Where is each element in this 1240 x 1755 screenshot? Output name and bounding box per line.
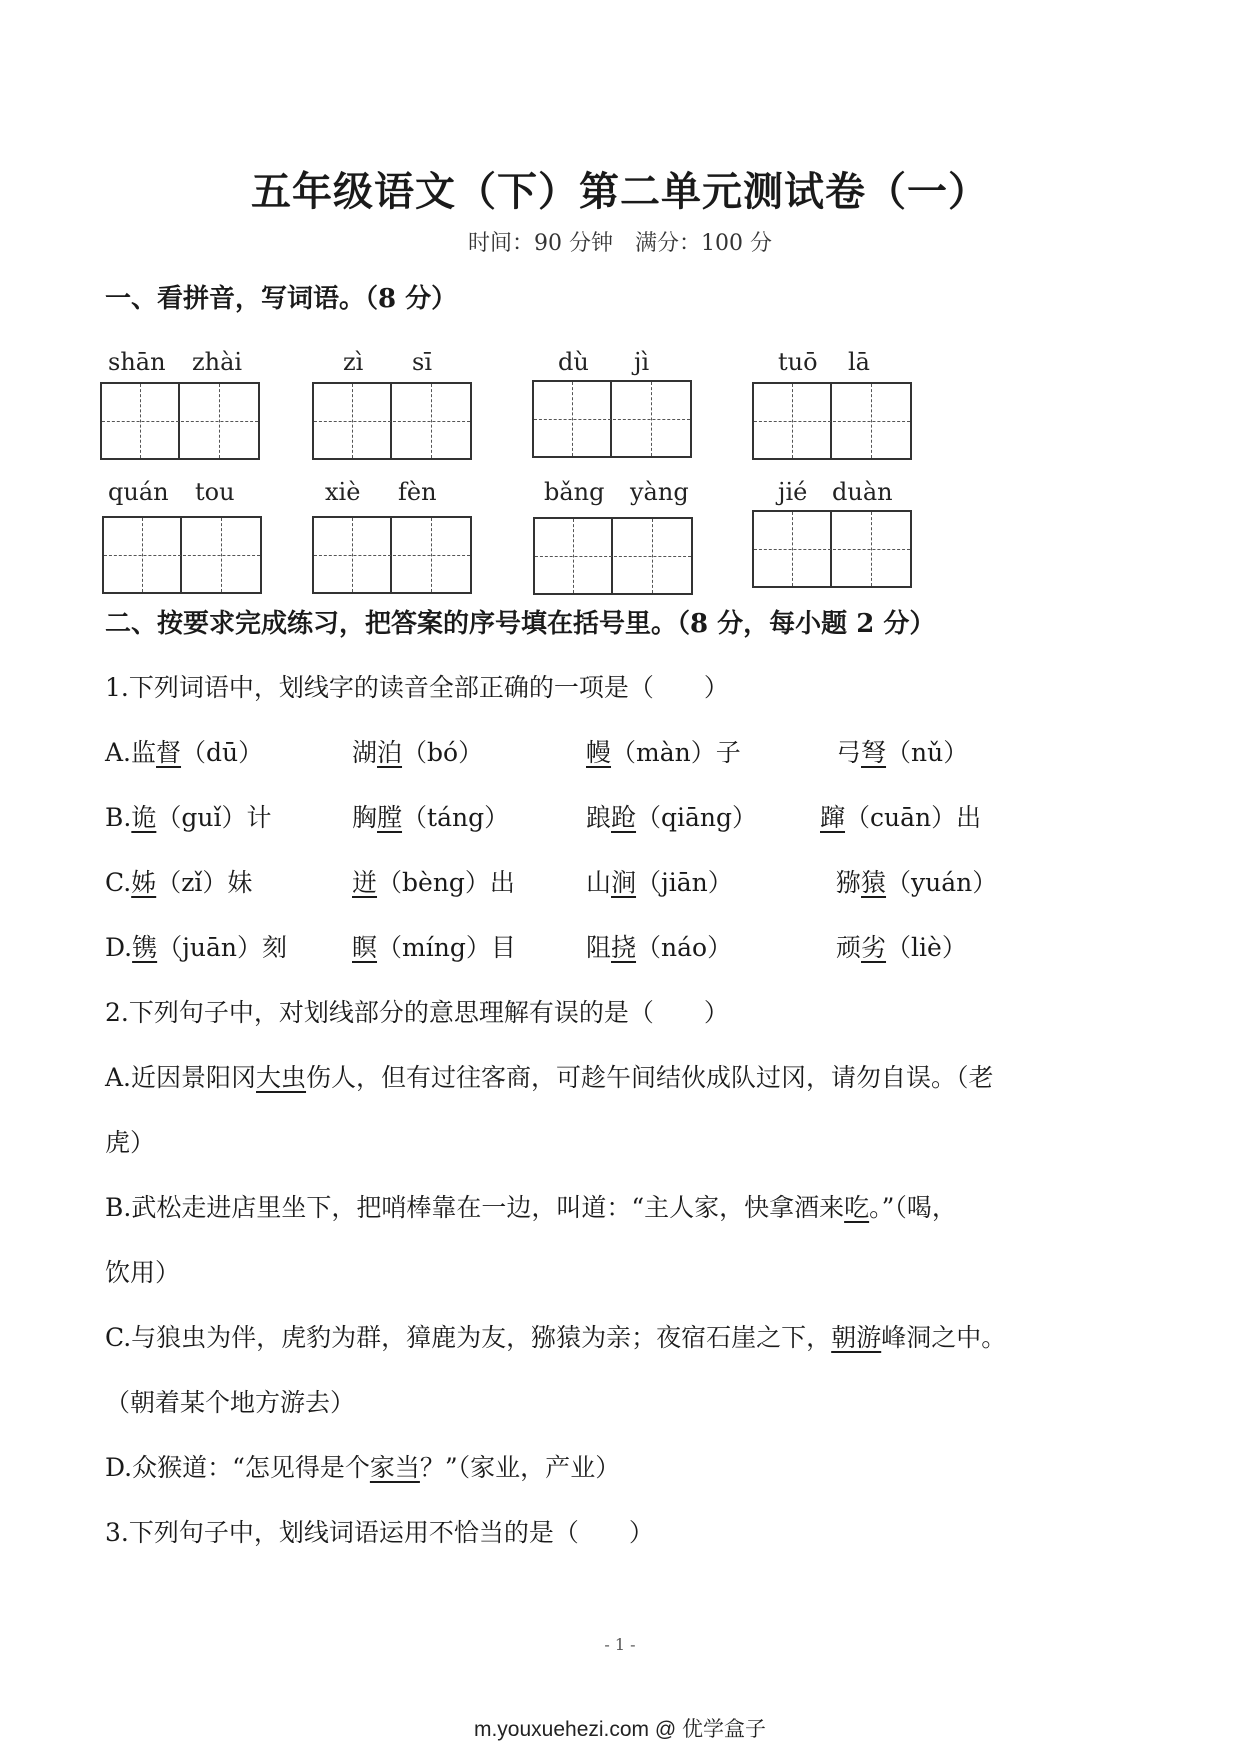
question-2-option-b: B.武松走进店里坐下，把哨棒靠在一边，叫道：“主人家，快拿酒来吃。”（喝， [105,1193,957,1222]
writing-box[interactable] [752,382,912,460]
pinyin-5a: quán [108,478,169,506]
writing-box[interactable] [533,517,693,595]
option-b-item-1: B.诡（guǐ）计 [105,803,272,832]
pinyin-4b: lā [848,348,870,376]
pinyin-4a: tuō [778,348,818,376]
pinyin-6b: fèn [398,478,437,506]
option-b-item-2: 胸膛（táng） [352,803,510,832]
pinyin-1b: zhài [192,348,243,376]
pinyin-1a: shān [108,348,166,376]
question-2-option-a: A.近因景阳冈大虫伤人，但有过往客商，可趁午间结伙成队过冈，请勿自误。（老 [105,1063,994,1092]
option-b-item-4: 蹿（cuān）出 [820,803,982,832]
writing-box[interactable] [752,510,912,588]
option-d-item-3: 阻挠（náo） [586,933,733,962]
page-number: - 1 - [604,1635,636,1654]
option-c-item-2: 迸（bèng）出 [352,868,515,897]
pinyin-2a: zì [343,348,364,376]
pinyin-7a: bǎng [544,478,605,506]
question-2-stem: 2.下列句子中，对划线部分的意思理解有误的是（ ） [105,998,729,1027]
option-d-item-1: D.镌（juān）刻 [105,933,287,962]
pinyin-8b: duàn [832,478,893,506]
option-c-item-3: 山涧（jiān） [586,868,733,897]
question-2-option-a-cont: 虎） [105,1128,156,1157]
pinyin-5b: tou [195,478,235,506]
writing-box[interactable] [312,382,472,460]
pinyin-6a: xiè [325,478,361,506]
footer-watermark: m.youxuehezi.com @ 优学盒子 [473,1718,767,1741]
writing-box[interactable] [312,516,472,594]
option-c-item-1: C.姊（zǐ）妹 [105,868,253,897]
pinyin-8a: jié [778,478,808,506]
option-d-item-4: 顽劣（liè） [836,933,967,962]
writing-box[interactable] [532,380,692,458]
option-c-item-4: 猕猿（yuán） [836,868,998,897]
writing-box[interactable] [100,382,260,460]
option-a-item-3: 幔（màn）子 [586,738,741,767]
question-2-option-c-cont: （朝着某个地方游去） [105,1388,356,1417]
option-a-item-4: 弓弩（nǔ） [836,738,969,767]
question-2-option-d: D.众猴道：“怎见得是个家当？”（家业，产业） [105,1453,621,1482]
question-2-option-c: C.与狼虫为伴，虎豹为群，獐鹿为友，猕猿为亲；夜宿石崖之下，朝游峰洞之中。 [105,1323,1007,1352]
section-1-heading: 一、看拼音，写词语。（8 分） [105,284,458,314]
pinyin-3a: dù [558,348,589,376]
question-3-stem: 3.下列句子中，划线词语运用不恰当的是（ ） [105,1518,654,1547]
option-a-item-2: 湖泊（bó） [352,738,484,767]
page-title: 五年级语文（下）第二单元测试卷（一） [251,168,989,215]
option-b-item-3: 踉跄（qiāng） [586,803,758,832]
pinyin-3b: jì [634,348,650,376]
pinyin-7b: yàng [630,478,689,506]
section-2-heading: 二、按要求完成练习，把答案的序号填在括号里。（8 分，每小题 2 分） [105,609,936,639]
option-a-item-1: A.监督（dū） [105,738,264,767]
option-d-item-2: 瞑（míng）目 [352,933,516,962]
question-1-stem: 1.下列词语中，划线字的读音全部正确的一项是（ ） [105,673,729,702]
question-2-option-b-cont: 饮用） [105,1258,181,1287]
writing-box[interactable] [102,516,262,594]
exam-info: 时间：90 分钟 满分：100 分 [468,231,772,256]
pinyin-2b: sī [412,348,432,376]
